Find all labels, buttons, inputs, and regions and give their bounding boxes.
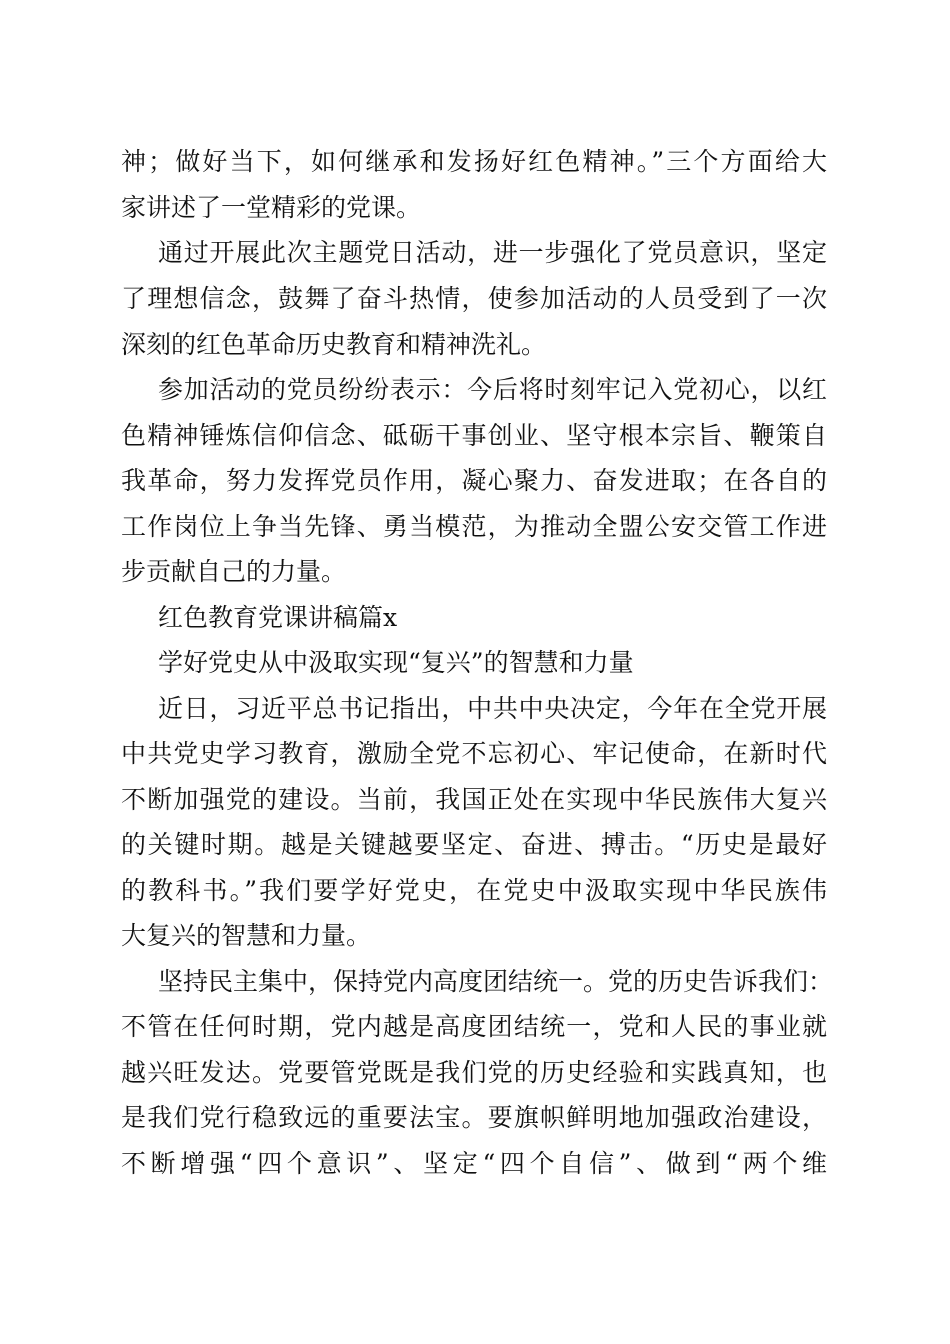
text-line-1: 神；做好当下，如何继承和发扬好红色精神。”三个方面给大 — [121, 147, 827, 176]
text-line-10: 步贡献自己的力量。 — [121, 557, 347, 586]
text-line-21: 越兴旺发达。党要管党既是我们党的历史经验和实践真知，也 — [121, 1058, 827, 1087]
text-line-15: 不断加强党的建设。当前，我国正处在实现中华民族伟大复兴 — [121, 785, 827, 814]
text-line-17: 的教科书。”我们要学好党史，在党史中汲取实现中华民族伟 — [121, 876, 827, 905]
text-line-9: 工作岗位上争当先锋、勇当模范，为推动全盟公安交管工作进 — [121, 512, 827, 541]
text-line-3: 通过开展此次主题党日活动，进一步强化了党员意识，坚定 — [158, 238, 827, 267]
text-line-4: 了理想信念，鼓舞了奋斗热情，使参加活动的人员受到了一次 — [121, 284, 827, 313]
text-line-5: 深刻的红色革命历史教育和精神洗礼。 — [121, 330, 547, 359]
text-line-13: 近日，习近平总书记指出，中共中央决定，今年在全党开展 — [158, 694, 827, 723]
section-heading: 红色教育党课讲稿篇x — [158, 603, 398, 632]
text-line-18: 大复兴的智慧和力量。 — [121, 921, 372, 950]
article-title: 学好党史从中汲取实现“复兴”的智慧和力量 — [158, 648, 634, 677]
text-line-6: 参加活动的党员纷纷表示：今后将时刻牢记入党初心，以红 — [158, 375, 827, 404]
text-line-2: 家讲述了一堂精彩的党课。 — [121, 193, 422, 222]
text-line-22: 是我们党行稳致远的重要法宝。要旗帜鲜明地加强政治建设， — [121, 1103, 827, 1132]
text-line-20: 不管在任何时期，党内越是高度团结统一，党和人民的事业就 — [121, 1012, 827, 1041]
text-line-19: 坚持民主集中，保持党内高度团结统一。党的历史告诉我们： — [158, 967, 834, 996]
text-line-14: 中共党史学习教育，激励全党不忘初心、牢记使命，在新时代 — [121, 739, 827, 768]
text-line-16: 的关键时期。越是关键越要坚定、奋进、搏击。“历史是最好 — [121, 830, 827, 859]
text-line-23: 不断增强“四个意识”、坚定“四个自信”、做到“两个维 — [121, 1149, 827, 1178]
text-line-7: 色精神锤炼信仰信念、砥砺干事创业、坚守根本宗旨、鞭策自 — [121, 421, 827, 450]
text-line-8: 我革命，努力发挥党员作用，凝心聚力、奋发进取；在各自的 — [121, 466, 827, 495]
